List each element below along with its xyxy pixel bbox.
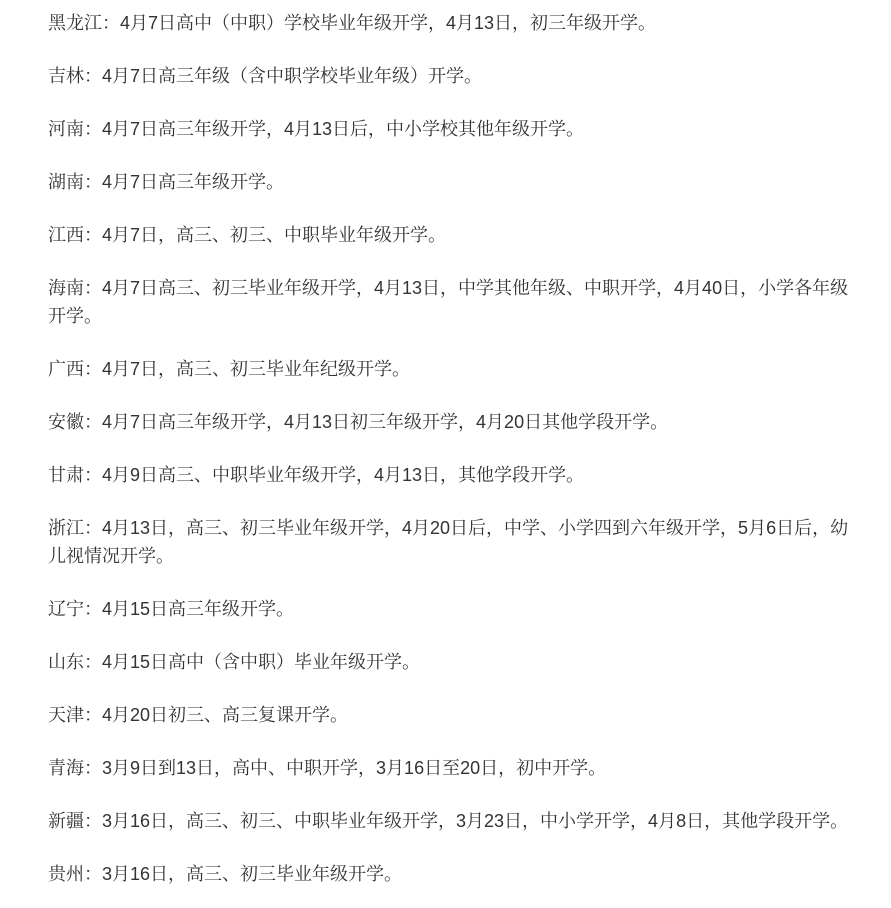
entry-tianjin: 天津：4月20日初三、高三复课开学。: [48, 705, 349, 725]
entry-heilongjiang: 黑龙江：4月7日高中（中职）学校毕业年级开学，4月13日，初三年级开学。: [48, 13, 657, 33]
entry-guizhou: 贵州：3月16日，高三、初三毕业年级开学。: [48, 864, 403, 884]
entry-jiangxi: 江西：4月7日，高三、初三、中职毕业年级开学。: [48, 225, 447, 245]
entry-hainan: 海南：4月7日高三、初三毕业年级开学，4月13日，中学其他年级、中职开学，4月40日，小学各年级开学。: [48, 278, 849, 326]
entry-gansu: 甘肃：4月9日高三、中职毕业年级开学，4月13日，其他学段开学。: [48, 465, 585, 485]
entry-xinjiang: 新疆：3月16日，高三、初三、中职毕业年级开学，3月23日，中小学开学，4月8日，其他学段开学。: [48, 811, 849, 831]
entry-shandong: 山东：4月15日高中（含中职）毕业年级开学。: [48, 652, 421, 672]
entry-hunan: 湖南：4月7日高三年级开学。: [48, 172, 285, 192]
entry-jilin: 吉林：4月7日高三年级（含中职学校毕业年级）开学。: [48, 66, 483, 86]
entry-liaoning: 辽宁：4月15日高三年级开学。: [48, 599, 295, 619]
entry-henan: 河南：4月7日高三年级开学，4月13日后，中小学校其他年级开学。: [48, 119, 585, 139]
entry-anhui: 安徽：4月7日高三年级开学，4月13日初三年级开学，4月20日其他学段开学。: [48, 412, 669, 432]
entry-zhejiang: 浙江：4月13日，高三、初三毕业年级开学，4月20日后，中学、小学四到六年级开学，5月6日后，幼儿视情况开学。: [48, 518, 849, 566]
entry-qinghai: 青海：3月9日到13日，高中、中职开学，3月16日至20日，初中开学。: [48, 758, 607, 778]
entry-guangxi: 广西：4月7日，高三、初三毕业年纪级开学。: [48, 359, 411, 379]
